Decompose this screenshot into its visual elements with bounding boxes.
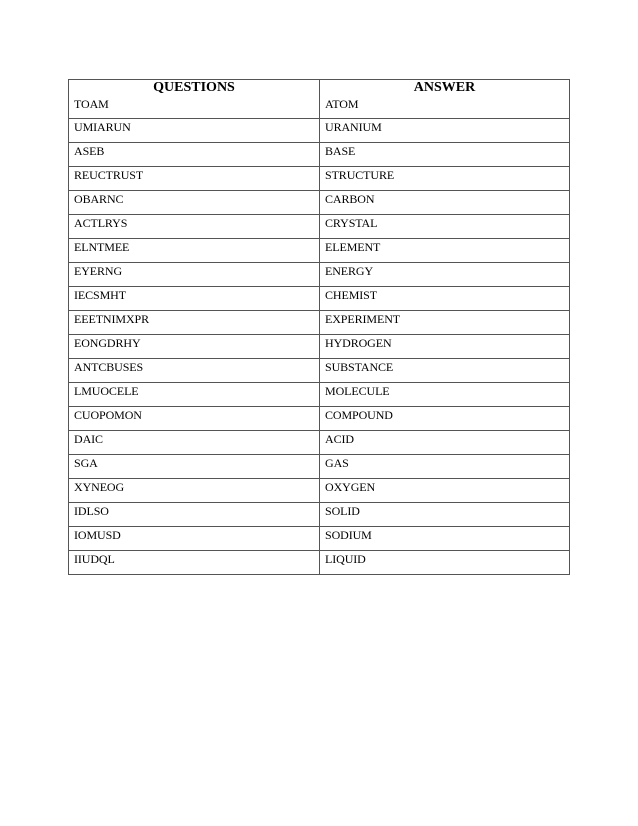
table-row [69, 407, 570, 431]
answer-cell: SOLID [320, 503, 570, 527]
question-cell: UMIARUN [69, 119, 320, 143]
question-cell: OBARNC [69, 191, 320, 215]
table-row [69, 143, 570, 167]
answer-cell: COMPOUND [320, 407, 570, 431]
question-cell: LMUOCELE [69, 383, 320, 407]
question-cell: ANTCBUSES [69, 359, 320, 383]
question-cell: ELNTMEE [69, 239, 320, 263]
question-cell: CUOPOMON [69, 407, 320, 431]
answer-cell: ACID [320, 431, 570, 455]
answer-cell: EXPERIMENT [320, 311, 570, 335]
table-row [69, 239, 570, 263]
table-row [69, 311, 570, 335]
answer-header: ANSWER [320, 80, 570, 97]
table-row [69, 191, 570, 215]
question-cell: SGA [69, 455, 320, 479]
answer-cell: LIQUID [320, 551, 570, 575]
word-scramble-table [68, 79, 570, 575]
table-row [69, 335, 570, 359]
question-cell: EYERNG [69, 263, 320, 287]
answer-cell: STRUCTURE [320, 167, 570, 191]
table-row [69, 455, 570, 479]
table-body [69, 96, 570, 575]
table-row [69, 527, 570, 551]
answer-cell: HYDROGEN [320, 335, 570, 359]
question-cell: IOMUSD [69, 527, 320, 551]
table-row [69, 119, 570, 143]
answer-cell: BASE [320, 143, 570, 167]
question-cell: IIUDQL [69, 551, 320, 575]
answer-cell: CHEMIST [320, 287, 570, 311]
table-row [69, 96, 570, 119]
answer-cell: SODIUM [320, 527, 570, 551]
answer-cell: MOLECULE [320, 383, 570, 407]
question-cell: EEETNIMXPR [69, 311, 320, 335]
answer-cell: ENERGY [320, 263, 570, 287]
question-cell: IECSMHT [69, 287, 320, 311]
table-header-row [69, 80, 570, 97]
table-row [69, 167, 570, 191]
answer-cell: SUBSTANCE [320, 359, 570, 383]
answer-cell: URANIUM [320, 119, 570, 143]
table-row [69, 287, 570, 311]
answer-cell: ATOM [320, 96, 570, 119]
question-cell: REUCTRUST [69, 167, 320, 191]
table-row [69, 359, 570, 383]
answer-cell: CRYSTAL [320, 215, 570, 239]
table-row [69, 431, 570, 455]
answer-cell: ELEMENT [320, 239, 570, 263]
answer-cell: CARBON [320, 191, 570, 215]
table-row [69, 215, 570, 239]
table-row [69, 479, 570, 503]
table-row [69, 263, 570, 287]
answer-cell: GAS [320, 455, 570, 479]
question-cell: DAIC [69, 431, 320, 455]
questions-header: QUESTIONS [69, 80, 320, 97]
question-cell: EONGDRHY [69, 335, 320, 359]
question-cell: IDLSO [69, 503, 320, 527]
question-cell: TOAM [69, 96, 320, 119]
table-row [69, 503, 570, 527]
answer-cell: OXYGEN [320, 479, 570, 503]
question-cell: XYNEOG [69, 479, 320, 503]
question-cell: ASEB [69, 143, 320, 167]
question-cell: ACTLRYS [69, 215, 320, 239]
table-row [69, 551, 570, 575]
table-row [69, 383, 570, 407]
